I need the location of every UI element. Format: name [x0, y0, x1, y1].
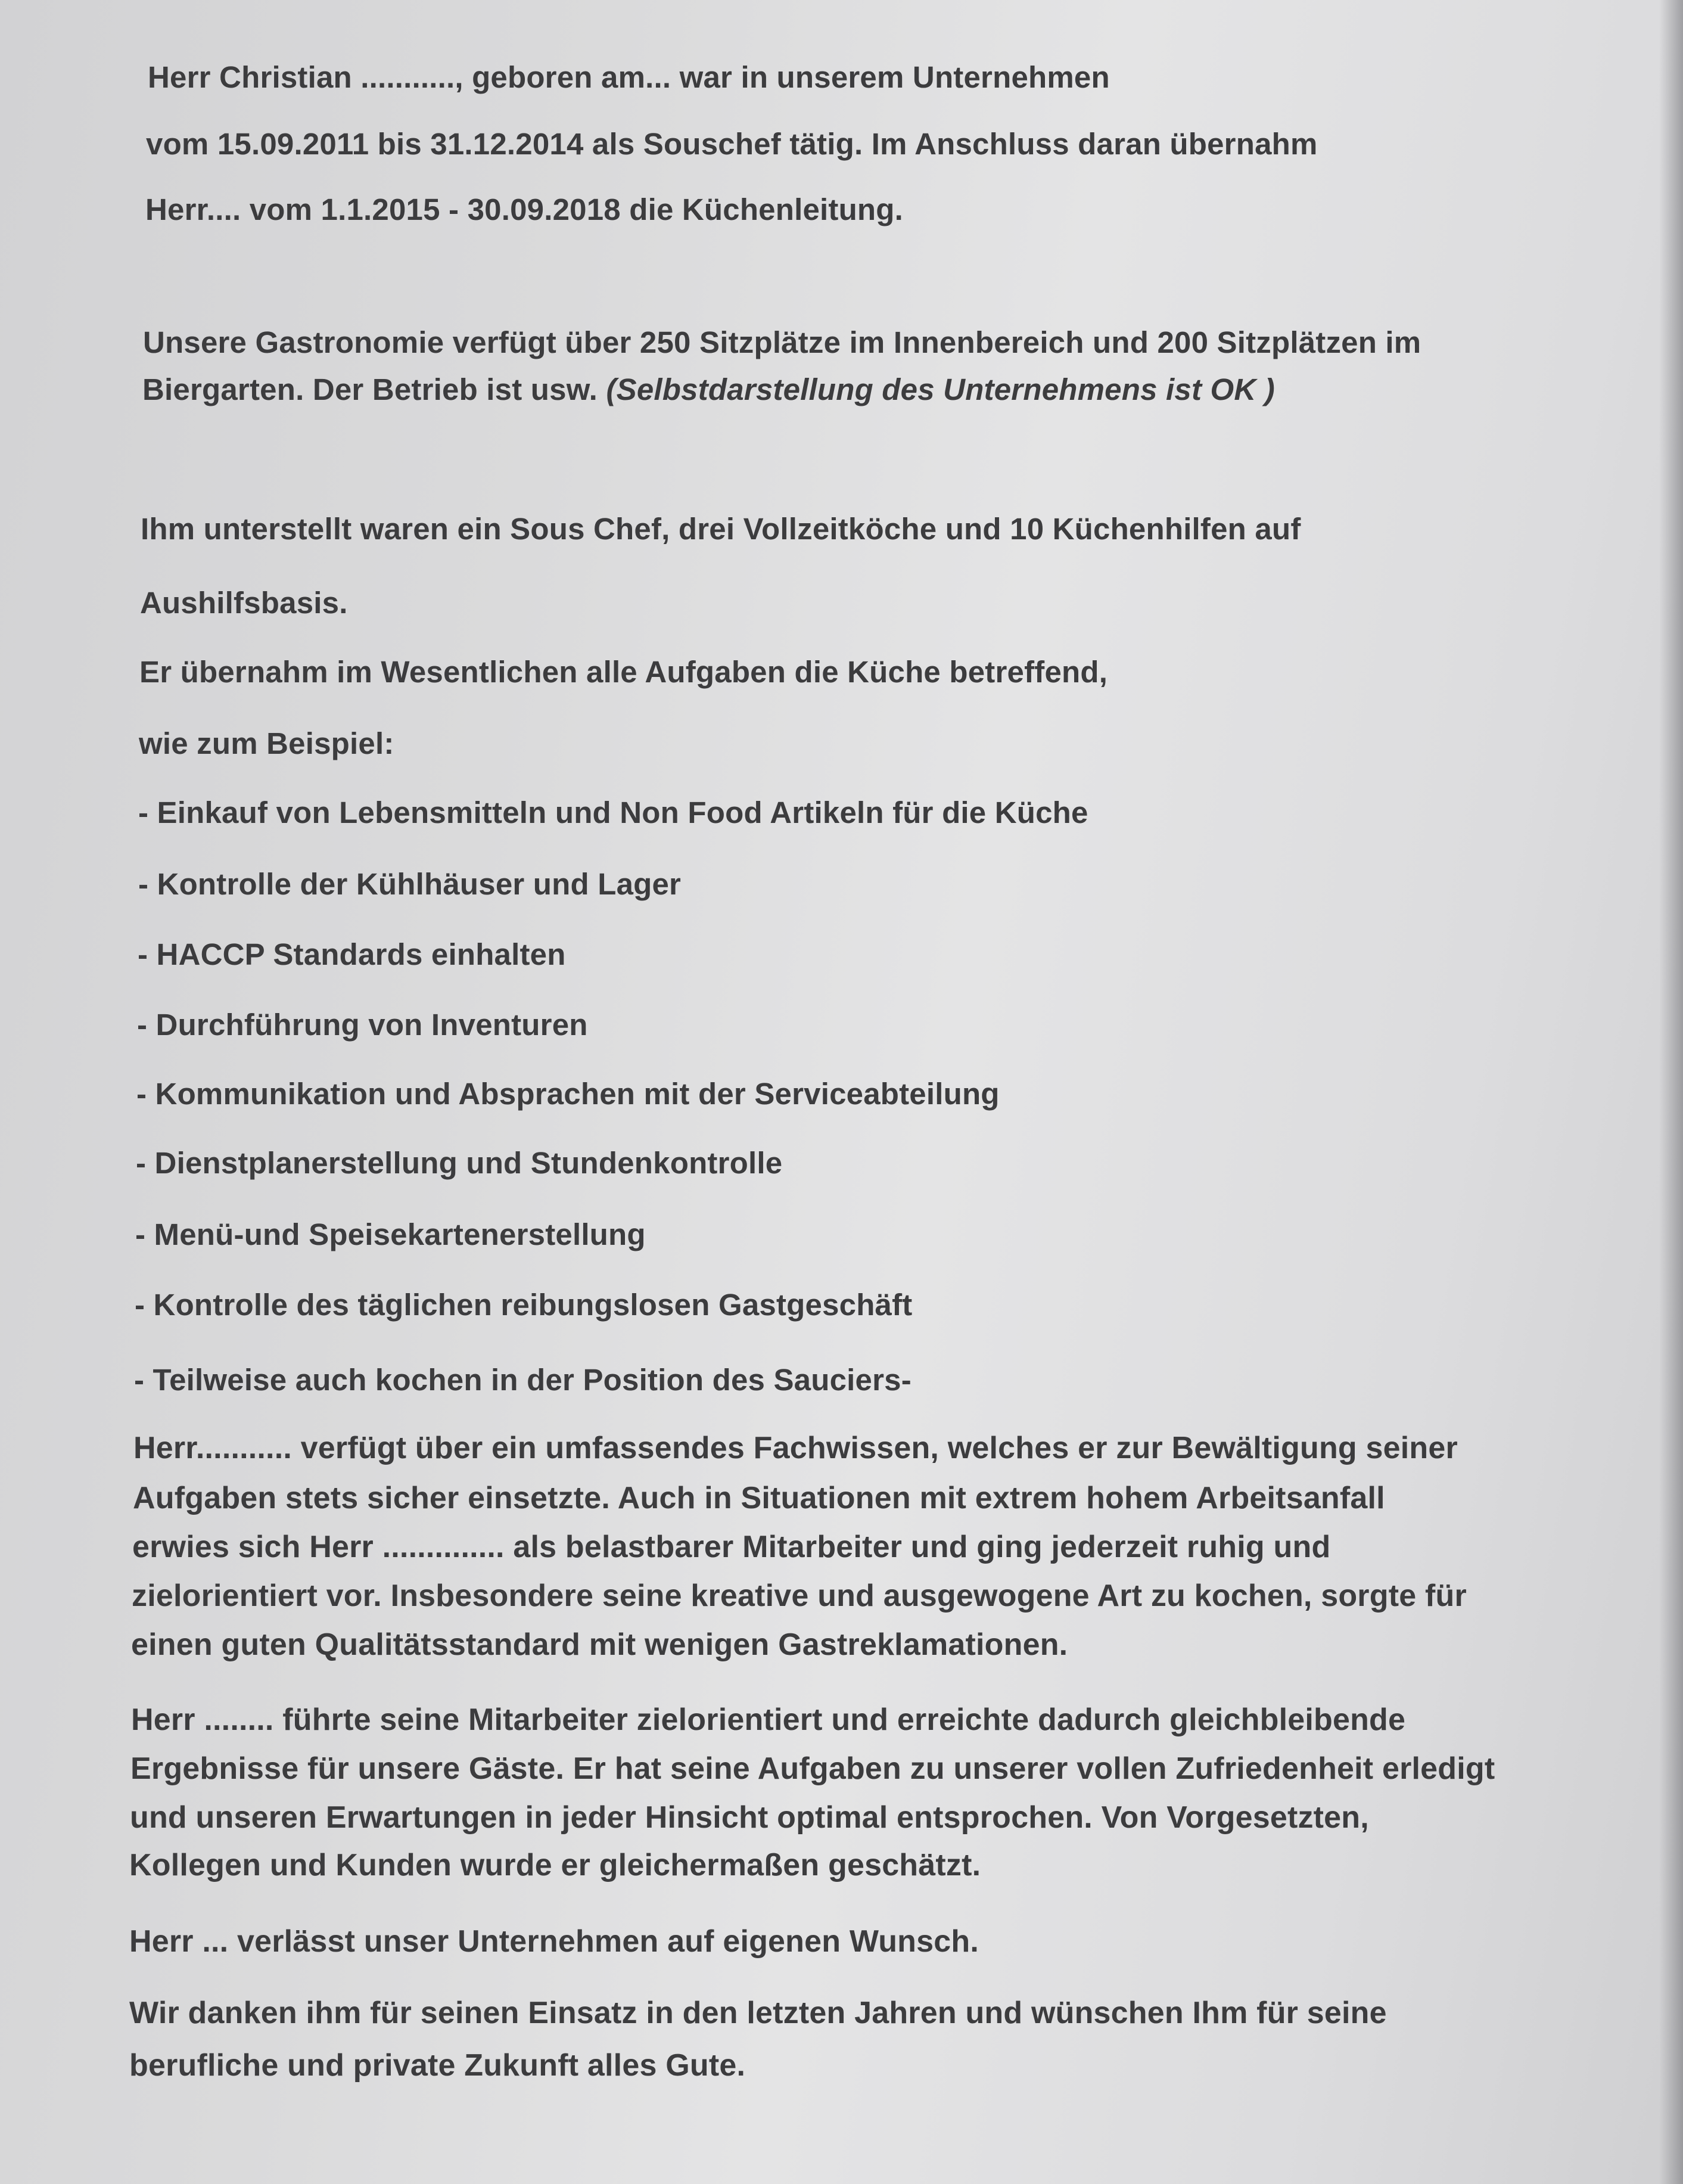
- task-item-4: - Durchführung von Inventuren: [137, 1008, 588, 1042]
- performance-line-4: zielorientiert vor. Insbesondere seine kreative und ausgewogene Art zu kochen, sorgte für: [132, 1579, 1467, 1613]
- company-line-2: [142, 372, 1275, 408]
- leadership-line-3: und unseren Erwartungen in jeder Hinsicht optimal entsprochen. Von Vorgesetzten,: [130, 1800, 1369, 1835]
- intro-line-2: vom 15.09.2011 bis 31.12.2014 als Souschef tätig. Im Anschluss daran übernahm: [146, 127, 1318, 161]
- task-item-5: - Kommunikation und Absprachen mit der Serviceabteilung: [136, 1077, 1000, 1111]
- task-item-6: - Dienstplanerstellung und Stundenkontrolle: [136, 1146, 783, 1180]
- task-item-3: - HACCP Standards einhalten: [138, 937, 566, 971]
- staff-line-4: wie zum Beispiel:: [139, 726, 394, 760]
- task-item-2: - Kontrolle der Kühlhäuser und Lager: [138, 867, 682, 901]
- staff-line-1: Ihm unterstellt waren ein Sous Chef, drei Vollzeitköche und 10 Küchenhilfen auf: [141, 512, 1301, 546]
- task-item-1: - Einkauf von Lebensmitteln und Non Food Artikeln für die Küche: [138, 796, 1088, 830]
- leaving-line: Herr ... verlässt unser Unternehmen auf eigenen Wunsch.: [129, 1924, 979, 1959]
- leadership-line-2: Ergebnisse für unsere Gäste. Er hat seine Aufgaben zu unserer vollen Zufriedenheit erledigt: [130, 1751, 1495, 1786]
- staff-line-2: Aushilfsbasis.: [140, 586, 348, 620]
- closing-line-2: berufliche und private Zukunft alles Gute.: [129, 2048, 746, 2083]
- intro-line-1: Herr Christian ..........., geboren am... war in unserem Unternehmen: [148, 60, 1110, 94]
- performance-line-1: Herr........... verfügt über ein umfassendes Fachwissen, welches er zur Bewältigung seiner: [133, 1431, 1458, 1465]
- company-line-1: Unsere Gastronomie verfügt über 250 Sitzplätze im Innenbereich und 200 Sitzplätzen im: [143, 325, 1421, 359]
- intro-line-3: Herr.... vom 1.1.2015 - 30.09.2018 die Küchenleitung.: [145, 192, 904, 226]
- company-self-description-note: (Selbstdarstellung des Unternehmens ist OK ): [606, 372, 1275, 406]
- task-item-7: - Menü-und Speisekartenerstellung: [135, 1217, 646, 1251]
- performance-line-5: einen guten Qualitätsstandard mit wenigen Gastreklamationen.: [131, 1627, 1068, 1662]
- leadership-line-4: Kollegen und Kunden wurde er gleichermaßen geschätzt.: [129, 1848, 981, 1882]
- page-edge-shadow: [1659, 0, 1683, 2184]
- task-item-9: - Teilweise auch kochen in der Position des Sauciers-: [134, 1363, 912, 1397]
- staff-line-3: Er übernahm im Wesentlichen alle Aufgaben die Küche betreffend,: [139, 655, 1108, 689]
- performance-line-3: erwies sich Herr .............. als belastbarer Mitarbeiter und ging jederzeit ruhig und: [132, 1530, 1331, 1564]
- company-line-2-text: Biergarten. Der Betrieb ist usw.: [142, 372, 598, 406]
- performance-line-2: Aufgaben stets sicher einsetzte. Auch in Situationen mit extrem hohem Arbeitsanfall: [133, 1481, 1385, 1515]
- closing-line-1: Wir danken ihm für seinen Einsatz in den letzten Jahren und wünschen Ihm für seine: [129, 1996, 1387, 2030]
- task-item-8: - Kontrolle des täglichen reibungslosen Gastgeschäft: [135, 1288, 913, 1322]
- leadership-line-1: Herr ........ führte seine Mitarbeiter zielorientiert und erreichte dadurch gleichbleibende: [131, 1703, 1406, 1737]
